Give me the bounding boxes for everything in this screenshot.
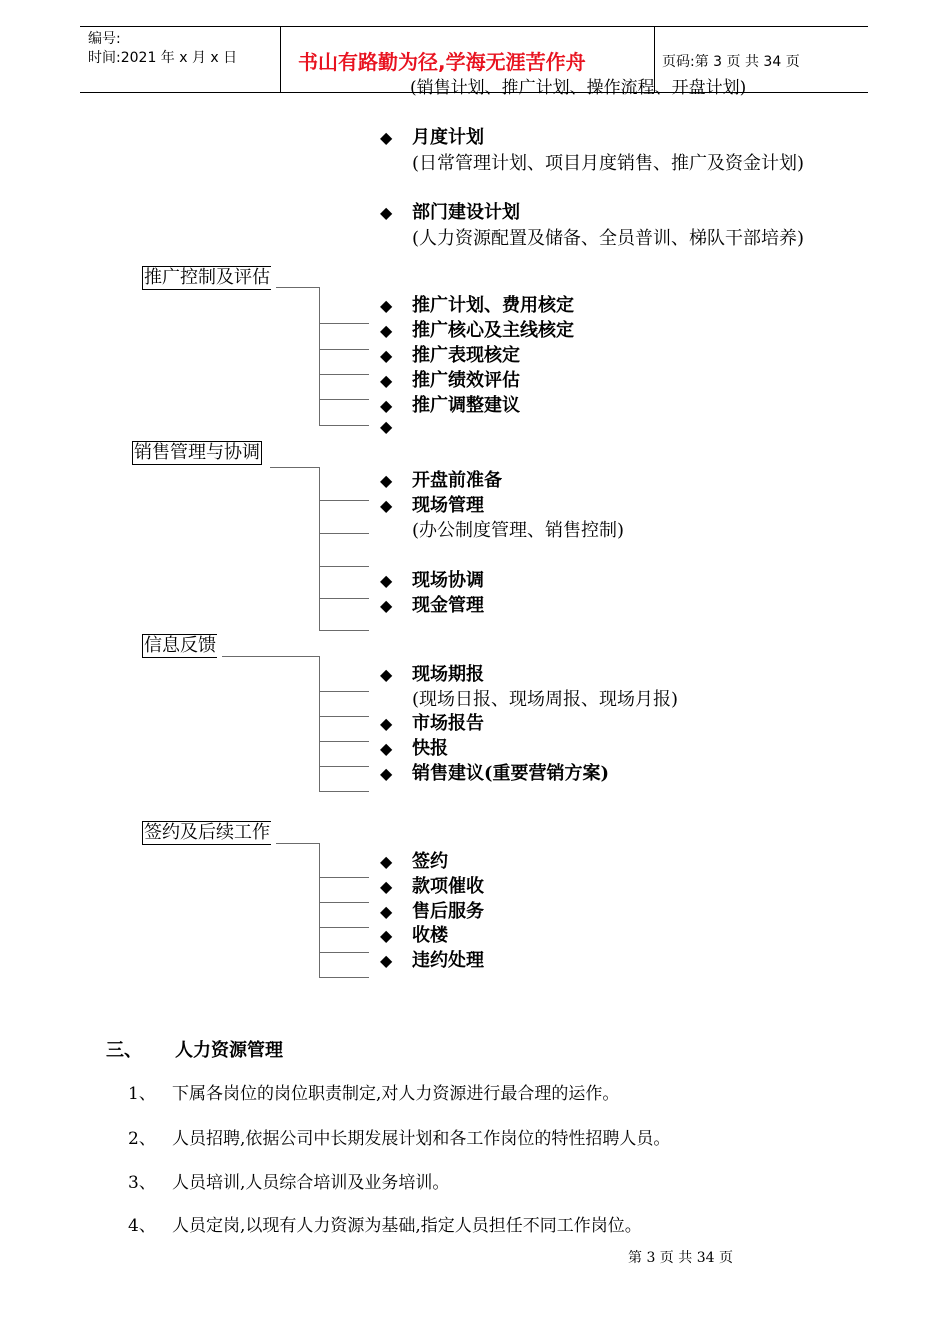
list-item: ◆ 快报: [380, 738, 448, 759]
section-number: 三、: [106, 1040, 142, 1061]
item-note: (日常管理计划、项目月度销售、推广及资金计划): [412, 153, 805, 174]
paragraph-number: 2、: [128, 1129, 156, 1149]
diamond-bullet-icon: ◆: [380, 764, 393, 783]
list-item: ◆ 销售建议(重要营销方案): [380, 763, 610, 784]
diamond-bullet-icon: ◆: [380, 128, 393, 147]
connector: [319, 952, 369, 953]
connector: [319, 566, 369, 567]
diamond-bullet-icon: ◆: [380, 926, 393, 945]
connector: [222, 656, 319, 657]
diamond-bullet-icon: ◆: [380, 951, 393, 970]
page-footer: 第 3 页 共 34 页: [628, 1250, 733, 1266]
diamond-bullet-icon: ◆: [380, 714, 393, 733]
connector: [319, 766, 369, 767]
diamond-bullet-icon: ◆: [380, 203, 393, 222]
connector: [319, 425, 369, 426]
list-item: [380, 416, 412, 437]
doc-time-label: 时间:2021 年 x 月 x 日: [88, 50, 238, 66]
diamond-bullet-icon: ◆: [380, 471, 393, 490]
paragraph-text: 下属各岗位的岗位职责制定,对人力资源进行最合理的运作。: [172, 1084, 620, 1104]
header-subtitle: (销售计划、推广计划、操作流程、开盘计划): [410, 78, 747, 98]
connector: [319, 374, 369, 375]
list-item: ◆ 推广表现核定: [380, 345, 520, 366]
list-item: ◆ 开盘前准备: [380, 470, 502, 491]
diamond-bullet-icon: ◆: [380, 739, 393, 758]
connector: [270, 467, 319, 468]
list-item: ◆ 推广绩效评估: [380, 370, 520, 391]
section-title-sales: 销售管理与协调: [134, 442, 260, 463]
list-item: ◆ 签约: [380, 851, 448, 872]
paragraph-number: 1、: [128, 1084, 156, 1104]
connector: [276, 287, 319, 288]
list-item: ◆ 现场管理: [380, 495, 484, 516]
diamond-bullet-icon: ◆: [380, 346, 393, 365]
diamond-bullet-icon: ◆: [380, 877, 393, 896]
connector: [319, 399, 369, 400]
list-item: ◆ 现场协调: [380, 570, 484, 591]
header-motto: 书山有路勤为径,学海无涯苦作舟: [298, 50, 586, 74]
connector: [319, 902, 369, 903]
diamond-bullet-icon: ◆: [380, 371, 393, 390]
connector: [319, 500, 369, 501]
connector: [319, 533, 369, 534]
connector: [319, 323, 369, 324]
diamond-bullet-icon: ◆: [380, 321, 393, 340]
list-item: ◆ 市场报告: [380, 713, 484, 734]
diamond-bullet-icon: ◆: [380, 417, 393, 436]
paragraph-number: 3、: [128, 1173, 156, 1193]
connector: [319, 656, 320, 791]
list-item: ◆ 违约处理: [380, 950, 484, 971]
section-heading: 人力资源管理: [175, 1040, 283, 1061]
diamond-bullet-icon: ◆: [380, 665, 393, 684]
diamond-bullet-icon: ◆: [380, 296, 393, 315]
header-top-rule: [80, 26, 868, 27]
connector: [319, 877, 369, 878]
connector: [319, 691, 369, 692]
connector: [319, 467, 320, 631]
diamond-bullet-icon: ◆: [380, 496, 393, 515]
connector: [319, 741, 369, 742]
paragraph-number: 4、: [128, 1216, 156, 1236]
list-item: ◆ 月度计划: [380, 127, 484, 148]
paragraph-text: 人员培训,人员综合培训及业务培训。: [172, 1173, 450, 1193]
paragraph-text: 人员招聘,依据公司中长期发展计划和各工作岗位的特性招聘人员。: [172, 1129, 671, 1149]
list-item: ◆ 售后服务: [380, 901, 484, 922]
list-item: ◆ 推广调整建议: [380, 395, 520, 416]
doc-number-label: 编号:: [88, 31, 121, 47]
connector: [319, 927, 369, 928]
connector: [319, 791, 369, 792]
connector: [319, 349, 369, 350]
item-note: (现场日报、现场周报、现场月报): [412, 689, 679, 710]
section-title-promotion: 推广控制及评估: [144, 267, 270, 288]
diamond-bullet-icon: ◆: [380, 396, 393, 415]
item-note: (人力资源配置及储备、全员普训、梯队干部培养): [412, 228, 805, 249]
paragraph-text: 人员定岗,以现有人力资源为基础,指定人员担任不同工作岗位。: [172, 1216, 642, 1236]
connector: [276, 843, 319, 844]
list-item: ◆ 推广计划、费用核定: [380, 295, 574, 316]
connector: [319, 843, 320, 977]
page-indicator: 页码:第 3 页 共 34 页: [662, 54, 800, 70]
item-note: (办公制度管理、销售控制): [412, 520, 625, 541]
connector: [319, 977, 369, 978]
list-item: ◆ 款项催收: [380, 876, 484, 897]
diamond-bullet-icon: ◆: [380, 571, 393, 590]
diamond-bullet-icon: ◆: [380, 902, 393, 921]
connector: [319, 598, 369, 599]
list-item: ◆ 部门建设计划: [380, 202, 520, 223]
connector: [319, 716, 369, 717]
section-title-feedback: 信息反馈: [144, 635, 216, 656]
header-divider-left: [280, 26, 281, 92]
connector: [319, 287, 320, 426]
list-item: ◆ 推广核心及主线核定: [380, 320, 574, 341]
list-item: ◆ 现金管理: [380, 595, 484, 616]
section-title-signing: 签约及后续工作: [144, 822, 270, 843]
connector: [319, 630, 369, 631]
diamond-bullet-icon: ◆: [380, 596, 393, 615]
diamond-bullet-icon: ◆: [380, 852, 393, 871]
list-item: ◆ 现场期报: [380, 664, 484, 685]
list-item: ◆ 收楼: [380, 925, 448, 946]
